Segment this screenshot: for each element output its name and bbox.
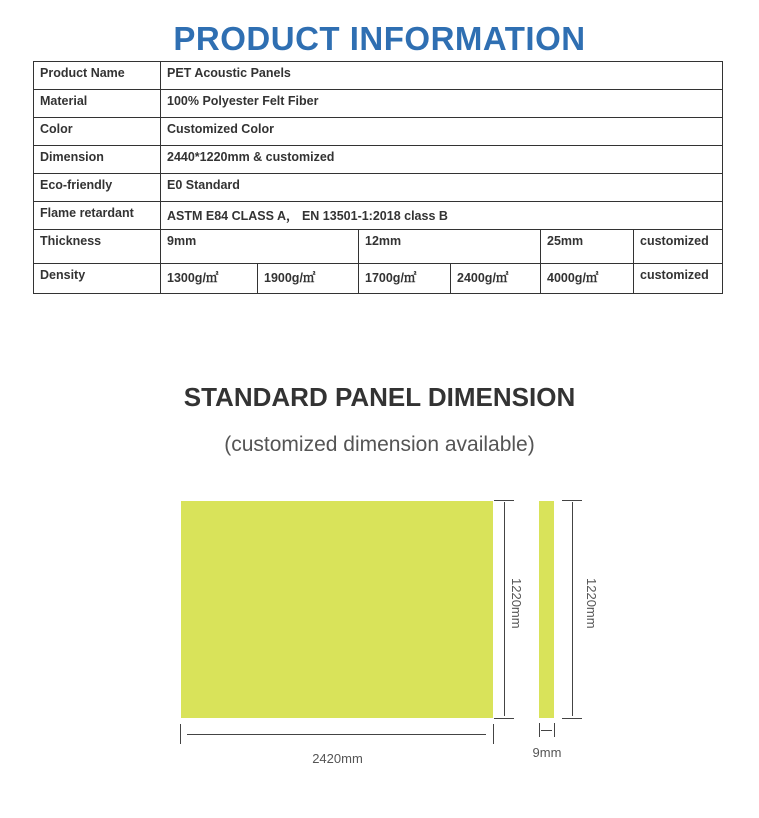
thickness-cell: customized bbox=[634, 230, 723, 264]
thickness-cell: 12mm bbox=[359, 230, 541, 264]
product-info-table bbox=[33, 61, 723, 294]
density-row bbox=[34, 264, 723, 294]
row-label: Product Name bbox=[34, 62, 161, 90]
dimension-line bbox=[504, 502, 505, 716]
panel-front bbox=[181, 501, 493, 718]
density-cell: 1300g/㎡ bbox=[161, 264, 258, 294]
dimension-line bbox=[541, 730, 552, 731]
table-row bbox=[34, 146, 723, 174]
dimension-line bbox=[572, 502, 573, 716]
row-value: 100% Polyester Felt Fiber bbox=[161, 90, 723, 118]
dimension-tick bbox=[562, 500, 582, 501]
density-cell: customized bbox=[634, 264, 723, 294]
row-value: PET Acoustic Panels bbox=[161, 62, 723, 90]
row-label: Color bbox=[34, 118, 161, 146]
dimension-tick bbox=[180, 724, 181, 744]
dimension-tick bbox=[494, 718, 514, 719]
row-value: ASTM E84 CLASS A， EN 13501-1:2018 class B bbox=[161, 202, 723, 230]
row-value: E0 Standard bbox=[161, 174, 723, 202]
thickness-cell: 25mm bbox=[541, 230, 634, 264]
dimension-tick bbox=[562, 718, 582, 719]
row-value: 2440*1220mm & customized bbox=[161, 146, 723, 174]
dimension-tick bbox=[494, 500, 514, 501]
dimension-tick bbox=[493, 724, 494, 744]
height-label: 1220mm bbox=[509, 578, 524, 629]
width-label: 2420mm bbox=[312, 751, 363, 766]
dimension-tick bbox=[539, 723, 540, 737]
dimension-tick bbox=[554, 723, 555, 737]
thickness-row bbox=[34, 230, 723, 264]
row-label: Dimension bbox=[34, 146, 161, 174]
table-row bbox=[34, 174, 723, 202]
density-cell: 1900g/㎡ bbox=[258, 264, 359, 294]
row-label: Thickness bbox=[34, 230, 161, 264]
table-row bbox=[34, 62, 723, 90]
side-height-label: 1220mm bbox=[584, 578, 599, 629]
row-label: Eco-friendly bbox=[34, 174, 161, 202]
row-label: Density bbox=[34, 264, 161, 294]
row-label: Material bbox=[34, 90, 161, 118]
table-row bbox=[34, 118, 723, 146]
density-cell: 1700g/㎡ bbox=[359, 264, 451, 294]
dimension-line bbox=[187, 734, 486, 735]
table-row bbox=[34, 90, 723, 118]
page-title: PRODUCT INFORMATION bbox=[173, 20, 586, 57]
table-row bbox=[34, 202, 723, 230]
thickness-label: 9mm bbox=[532, 745, 562, 760]
section-subtitle: (customized dimension available) bbox=[224, 433, 535, 456]
density-cell: 2400g/㎡ bbox=[451, 264, 541, 294]
row-value: Customized Color bbox=[161, 118, 723, 146]
panel-side bbox=[539, 501, 554, 718]
thickness-cell: 9mm bbox=[161, 230, 359, 264]
section-title: STANDARD PANEL DIMENSION bbox=[183, 382, 576, 412]
row-label: Flame retardant bbox=[34, 202, 161, 230]
density-cell: 4000g/㎡ bbox=[541, 264, 634, 294]
